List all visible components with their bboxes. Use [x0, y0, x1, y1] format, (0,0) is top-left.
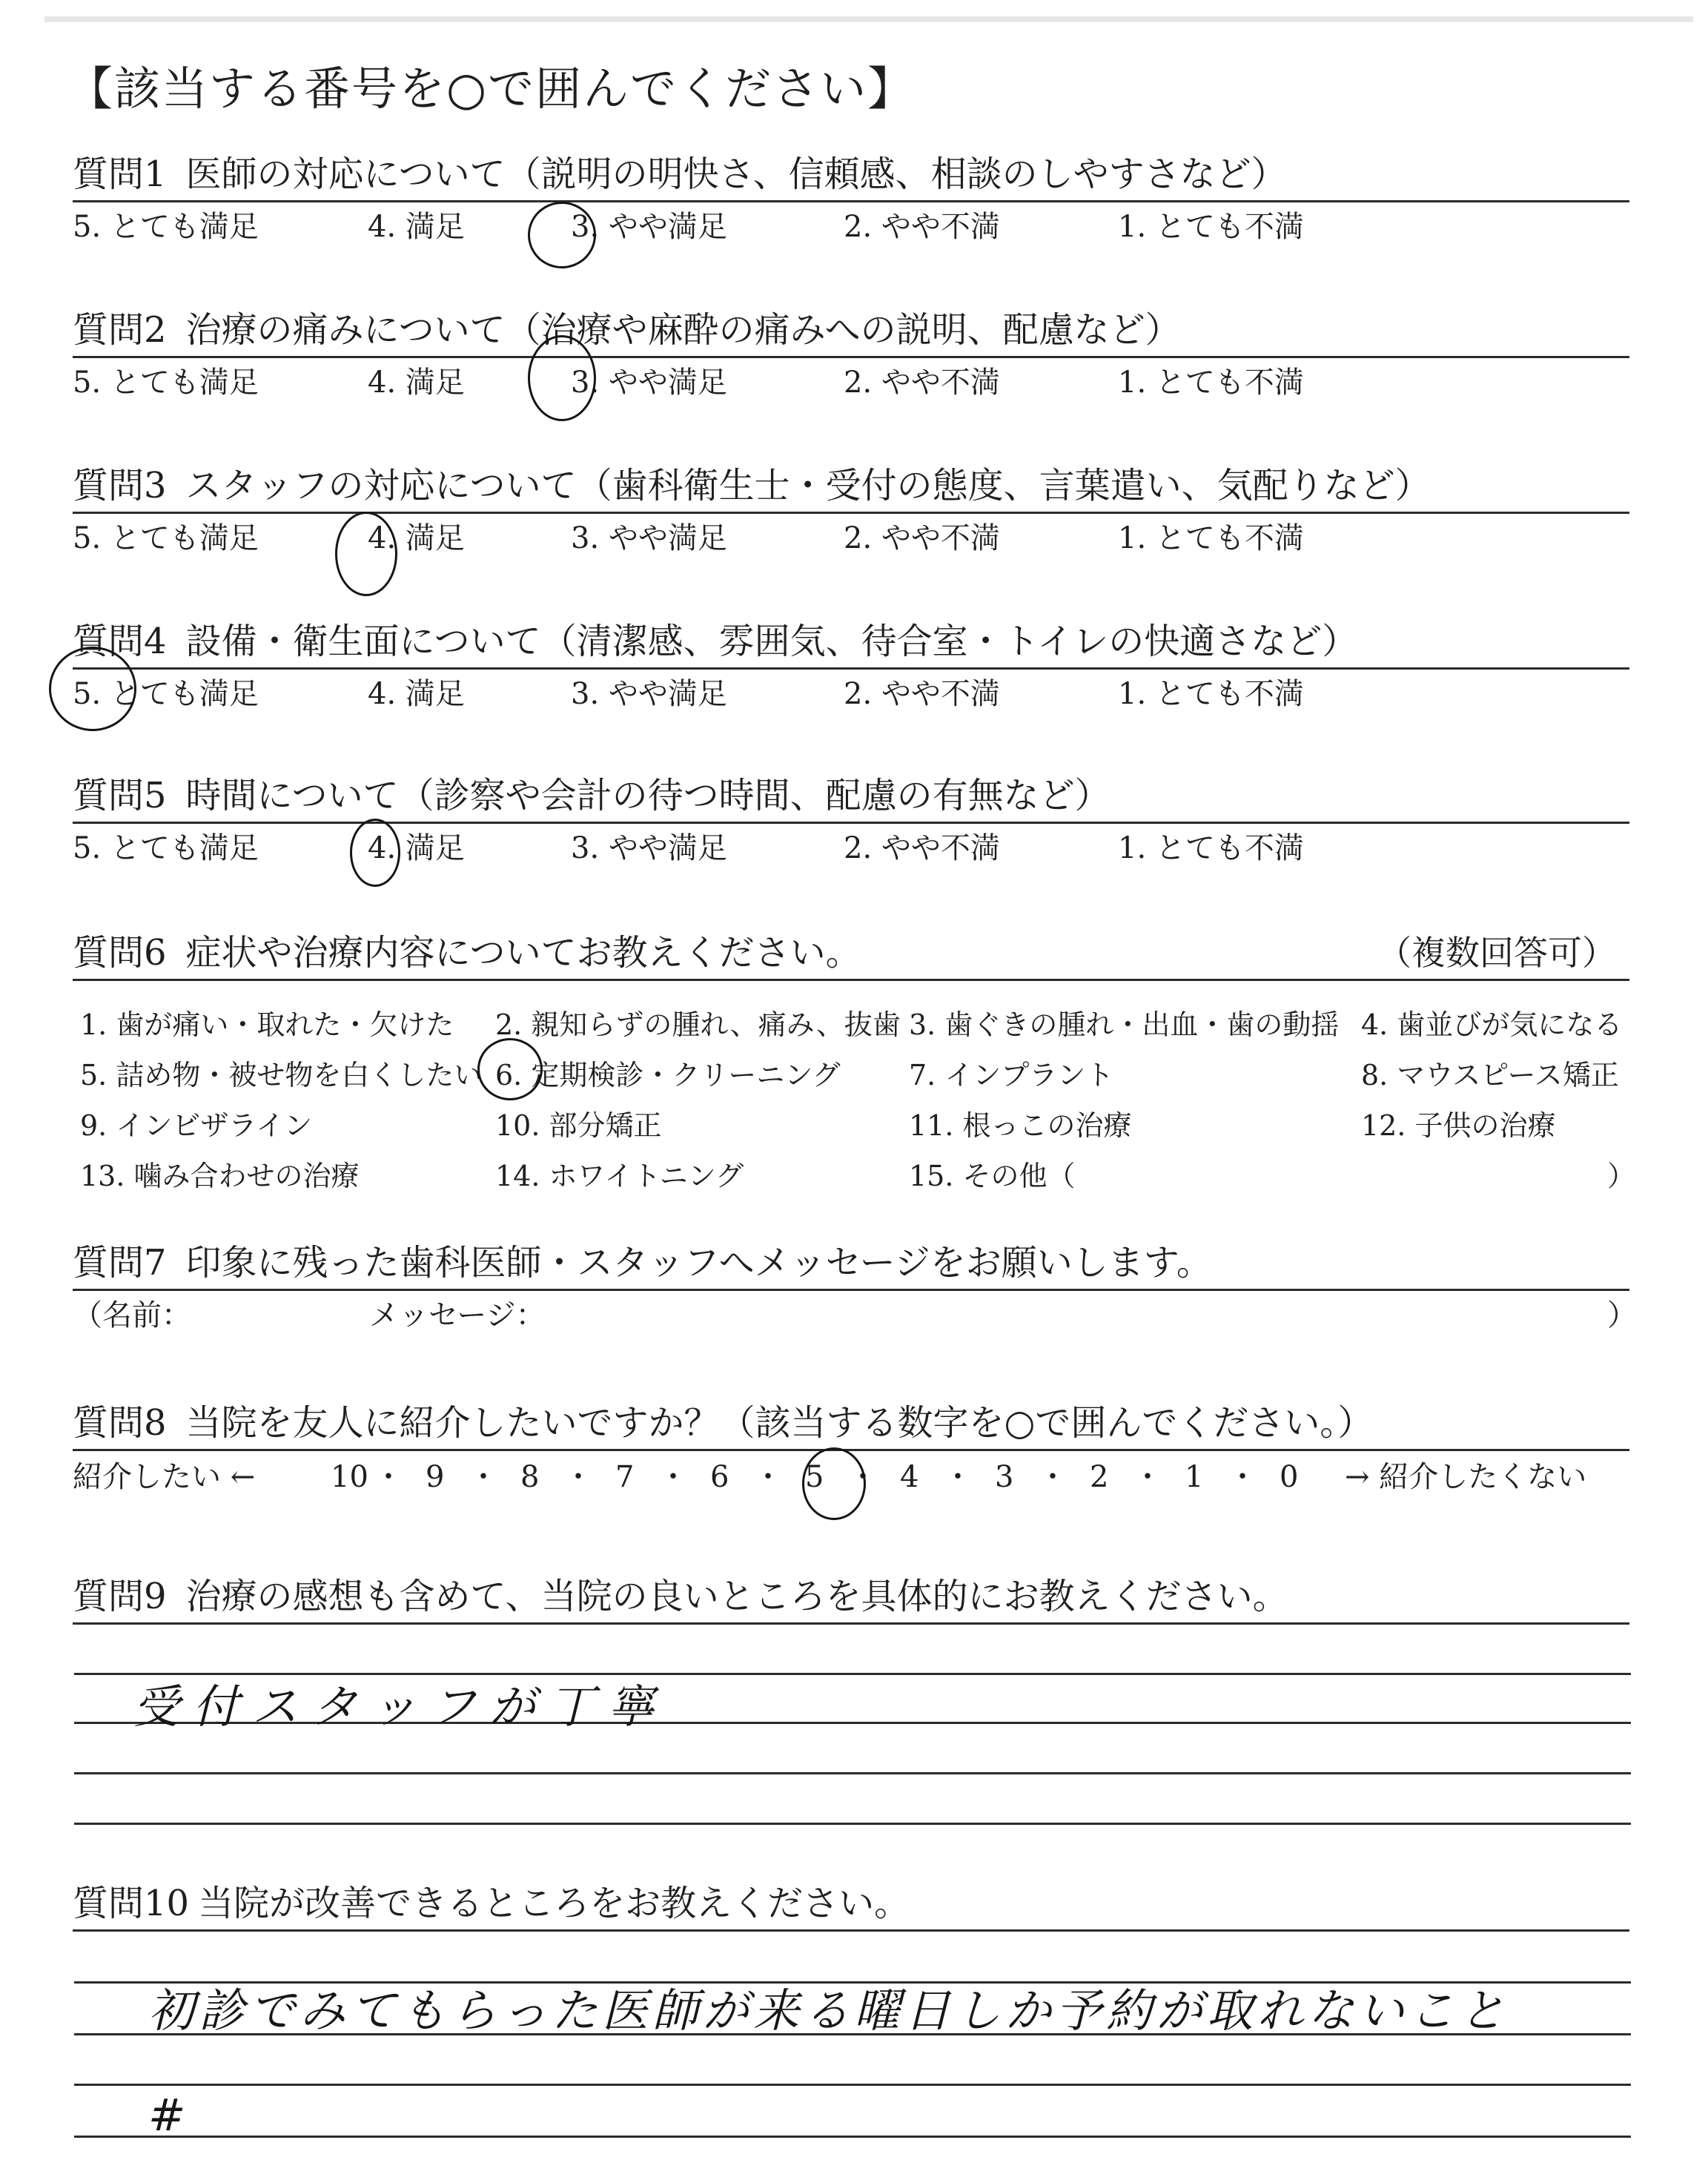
hand-circle-mark: [335, 512, 397, 596]
question-9: [73, 1571, 1629, 1625]
question-text: スタッフの対応について（歯科衛生士・受付の態度、言葉遣い、気配りなど）: [185, 465, 1431, 506]
message-label: メッセージ：: [369, 1298, 546, 1332]
question-number: 質問9: [73, 1576, 167, 1617]
option-3[interactable]: 3. やや満足: [571, 521, 727, 555]
option-3[interactable]: 3. やや満足: [571, 831, 727, 865]
scale-value-0[interactable]: 0: [1280, 1460, 1299, 1494]
scale-value-6[interactable]: 6: [710, 1460, 729, 1494]
form-title: 【該当する番号を○で囲んでください】: [67, 62, 916, 116]
question-4: [73, 615, 1629, 719]
option-3[interactable]: 3. やや満足: [571, 677, 727, 711]
question-text: 治療の痛みについて（治療や麻酔の痛みへの説明、配慮など）: [185, 309, 1181, 351]
option-3[interactable]: 3. やや満足: [571, 366, 727, 400]
scale-value-8[interactable]: 8: [520, 1460, 540, 1494]
option-5[interactable]: 5. とても満足: [73, 677, 259, 711]
handwritten-answer-q9: 受付スタッフが丁寧: [133, 1680, 668, 1734]
multiple-answers-note: （複数回答可）: [1377, 933, 1616, 973]
scale-separator: ・: [848, 1460, 878, 1494]
option-4[interactable]: 4. 満足: [368, 521, 465, 555]
symptom-option[interactable]: 15. その他（: [909, 1160, 1076, 1192]
question-number: 質問8: [73, 1402, 167, 1444]
scale-separator: ・: [563, 1460, 593, 1494]
symptom-options: [73, 981, 1636, 1203]
symptom-option[interactable]: 7. インプラント: [909, 1059, 1114, 1091]
other-close-paren: ）: [1607, 1160, 1636, 1192]
symptom-option[interactable]: 4. 歯並びが気になる: [1361, 1008, 1623, 1041]
option-2[interactable]: 2. やや不満: [844, 677, 1000, 711]
option-1[interactable]: 1. とても不満: [1118, 521, 1304, 555]
option-3[interactable]: 3. やや満足: [571, 210, 727, 244]
question-number: 質問1: [73, 153, 167, 195]
rating-options: [73, 670, 1629, 719]
answer-line: [74, 2136, 1631, 2138]
message-close-paren: ）: [1607, 1298, 1637, 1332]
divider: [73, 1929, 1629, 1932]
rating-options: [73, 824, 1629, 873]
scale-separator: ・: [658, 1460, 688, 1494]
question-text: 症状や治療内容についてお教えください。: [185, 932, 861, 974]
scale-value-4[interactable]: 4: [900, 1460, 919, 1494]
name-label: （名前：: [73, 1298, 191, 1332]
scale-separator: ・: [469, 1460, 498, 1494]
scale-separator: ・: [753, 1460, 783, 1494]
option-1[interactable]: 1. とても不満: [1118, 366, 1304, 400]
option-5[interactable]: 5. とても満足: [73, 366, 259, 400]
symptom-option[interactable]: 1. 歯が痛い・取れた・欠けた: [80, 1008, 454, 1041]
symptom-option[interactable]: 9. インビザライン: [80, 1109, 313, 1142]
answer-line: [74, 1772, 1631, 1774]
question-number: 質問6: [73, 932, 167, 974]
scale-separator: ・: [943, 1460, 973, 1494]
symptom-option[interactable]: 13. 噛み合わせの治療: [80, 1160, 360, 1192]
scale-separator: ・: [374, 1460, 403, 1494]
hand-circle-mark: [477, 1038, 543, 1100]
option-4[interactable]: 4. 満足: [368, 677, 465, 711]
question-number: 質問4: [73, 621, 167, 662]
option-2[interactable]: 2. やや不満: [844, 831, 1000, 865]
scale-separator: ・: [1133, 1460, 1162, 1494]
scale-value-9[interactable]: 9: [426, 1460, 445, 1494]
symptom-option[interactable]: 5. 詰め物・被せ物を白くしたい: [80, 1059, 483, 1091]
handwritten-answer-q10: 初診でみてもらった医師が来る曜日しか予約が取れないこと: [148, 1984, 1510, 2038]
scale-separator: ・: [1228, 1460, 1257, 1494]
question-text: 設備・衛生面について（清潔感、雰囲気、待合室・トイレの快適さなど）: [185, 621, 1358, 662]
rating-options: [73, 514, 1629, 563]
scale-value-3[interactable]: 3: [995, 1460, 1014, 1494]
question-text: 当院が改善できるところをお教えください。: [198, 1883, 910, 1924]
option-2[interactable]: 2. やや不満: [844, 210, 1000, 244]
question-2: [73, 304, 1629, 407]
scale-value-7[interactable]: 7: [615, 1460, 635, 1494]
question-number: 質問2: [73, 309, 167, 351]
option-1[interactable]: 1. とても不満: [1118, 210, 1304, 244]
question-number: 質問5: [73, 775, 167, 816]
option-4[interactable]: 4. 満足: [368, 831, 465, 865]
divider: [73, 1622, 1629, 1625]
question-number: 質問7: [73, 1242, 167, 1284]
scale-right-label: → 紹介したくない: [1345, 1460, 1587, 1494]
scale-value-10[interactable]: 10: [331, 1460, 368, 1494]
question-10: [73, 1877, 1629, 1932]
rating-options: [73, 358, 1629, 407]
scale-value-1[interactable]: 1: [1185, 1460, 1204, 1494]
question-1: [73, 148, 1629, 251]
hand-circle-mark: [49, 647, 136, 731]
question-text: 時間について（診察や会計の待つ時間、配慮の有無など）: [185, 775, 1110, 816]
option-1[interactable]: 1. とても不満: [1118, 831, 1304, 865]
answer-line: [74, 1823, 1631, 1825]
symptom-option[interactable]: 10. 部分矯正: [495, 1109, 662, 1142]
question-number: 質問10: [73, 1883, 190, 1924]
question-number: 質問3: [73, 465, 167, 506]
symptom-option[interactable]: 8. マウスピース矯正: [1361, 1059, 1619, 1091]
option-5[interactable]: 5. とても満足: [73, 210, 259, 244]
scan-top-edge: [44, 16, 1693, 22]
scale-separator: ・: [1038, 1460, 1068, 1494]
question-6: [73, 927, 1636, 1203]
option-5[interactable]: 5. とても満足: [73, 831, 259, 865]
hand-circle-mark: [528, 335, 596, 421]
symptom-option[interactable]: 14. ホワイトニング: [495, 1160, 744, 1192]
answer-line: [74, 2084, 1631, 2086]
option-5[interactable]: 5. とても満足: [73, 521, 259, 555]
message-fields: [73, 1291, 1637, 1340]
handwritten-mark: #: [148, 2090, 186, 2141]
option-4[interactable]: 4. 満足: [368, 366, 465, 400]
hand-circle-mark: [802, 1447, 866, 1520]
question-5: [73, 770, 1629, 873]
question-text: 印象に残った歯科医師・スタッフへメッセージをお願いします。: [185, 1242, 1212, 1284]
option-1[interactable]: 1. とても不満: [1118, 677, 1304, 711]
question-text: 医師の対応について（説明の明快さ、信頼感、相談のしやすさなど）: [185, 153, 1287, 195]
question-3: [73, 460, 1629, 563]
scale-value-5[interactable]: 5: [805, 1460, 824, 1494]
symptom-option[interactable]: 6. 定期検診・クリーニング: [495, 1059, 841, 1091]
symptom-option[interactable]: 2. 親知らずの腫れ、痛み、抜歯: [495, 1008, 901, 1041]
scale-left-label: 紹介したい ←: [73, 1460, 256, 1494]
hand-circle-mark: [350, 819, 400, 887]
question-text: 治療の感想も含めて、当院の良いところを具体的にお教えください。: [185, 1576, 1288, 1617]
hand-circle-mark: [528, 202, 596, 268]
scale-value-2[interactable]: 2: [1090, 1460, 1109, 1494]
symptom-option[interactable]: 11. 根っこの治療: [909, 1109, 1132, 1142]
symptom-option[interactable]: 12. 子供の治療: [1361, 1109, 1556, 1142]
option-2[interactable]: 2. やや不満: [844, 366, 1000, 400]
option-2[interactable]: 2. やや不満: [844, 521, 1000, 555]
question-7: [73, 1237, 1637, 1340]
rating-options: [73, 202, 1629, 251]
option-4[interactable]: 4. 満足: [368, 210, 465, 244]
question-text: 当院を友人に紹介したいですか？（該当する数字を○で囲んでください。）: [185, 1402, 1374, 1444]
symptom-option[interactable]: 3. 歯ぐきの腫れ・出血・歯の動揺: [909, 1008, 1340, 1041]
